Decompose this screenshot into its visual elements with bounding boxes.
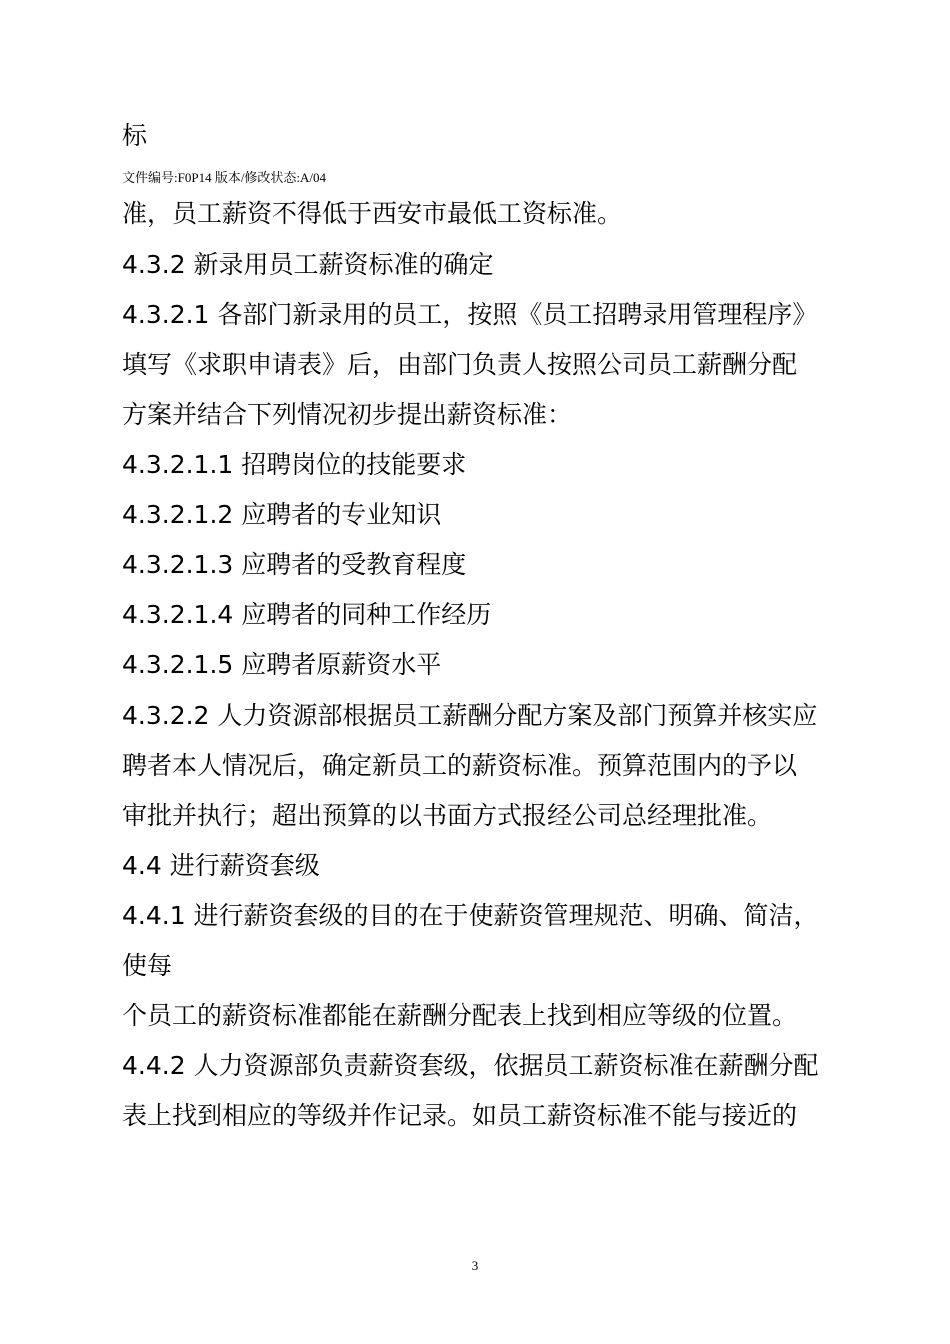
text-line: 审批并执行；超出预算的以书面方式报经公司总经理批准。 (122, 801, 773, 830)
header-fragment: 标 (122, 121, 148, 150)
section-heading: 4.4 进行薪资套级 (122, 851, 320, 880)
text-line: 4.4.1 进行薪资套级的目的在于使薪资管理规范、明确、简洁， (122, 901, 819, 930)
list-item: 4.3.2.1.5 应聘者原薪资水平 (122, 650, 442, 679)
list-item: 4.3.2.1.4 应聘者的同种工作经历 (122, 600, 492, 629)
file-reference: 文件编号:F0P14 版本/修改状态:A/04 (122, 170, 327, 185)
text-line: 方案并结合下列情况初步提出薪资标准： (122, 400, 573, 429)
text-line: 准，员工薪资不得低于西安市最低工资标准。 (122, 199, 623, 228)
text-line: 表上找到相应的等级并作记录。如员工薪资标准不能与接近的 (122, 1101, 798, 1130)
list-item: 4.3.2.1.2 应聘者的专业知识 (122, 500, 442, 529)
text-line: 填写《求职申请表》后，由部门负责人按照公司员工薪酬分配 (122, 350, 798, 379)
page-number: 3 (471, 1258, 479, 1273)
list-item: 4.3.2.1.1 招聘岗位的技能要求 (122, 450, 467, 479)
list-item: 4.3.2.1.3 应聘者的受教育程度 (122, 550, 467, 579)
text-line: 聘者本人情况后，确定新员工的薪资标准。预算范围内的予以 (122, 751, 798, 780)
text-line: 使每 (122, 951, 173, 980)
section-heading: 4.3.2 新录用员工薪资标准的确定 (122, 250, 494, 279)
text-line: 4.4.2 人力资源部负责薪资套级，依据员工薪资标准在薪酬分配 (122, 1051, 819, 1080)
text-line: 4.3.2.2 人力资源部根据员工薪酬分配方案及部门预算并核实应 (122, 701, 818, 730)
text-line: 个员工的薪资标准都能在薪酬分配表上找到相应等级的位置。 (122, 1001, 798, 1030)
text-line: 4.3.2.1 各部门新录用的员工，按照《员工招聘录用管理程序》 (122, 300, 818, 329)
